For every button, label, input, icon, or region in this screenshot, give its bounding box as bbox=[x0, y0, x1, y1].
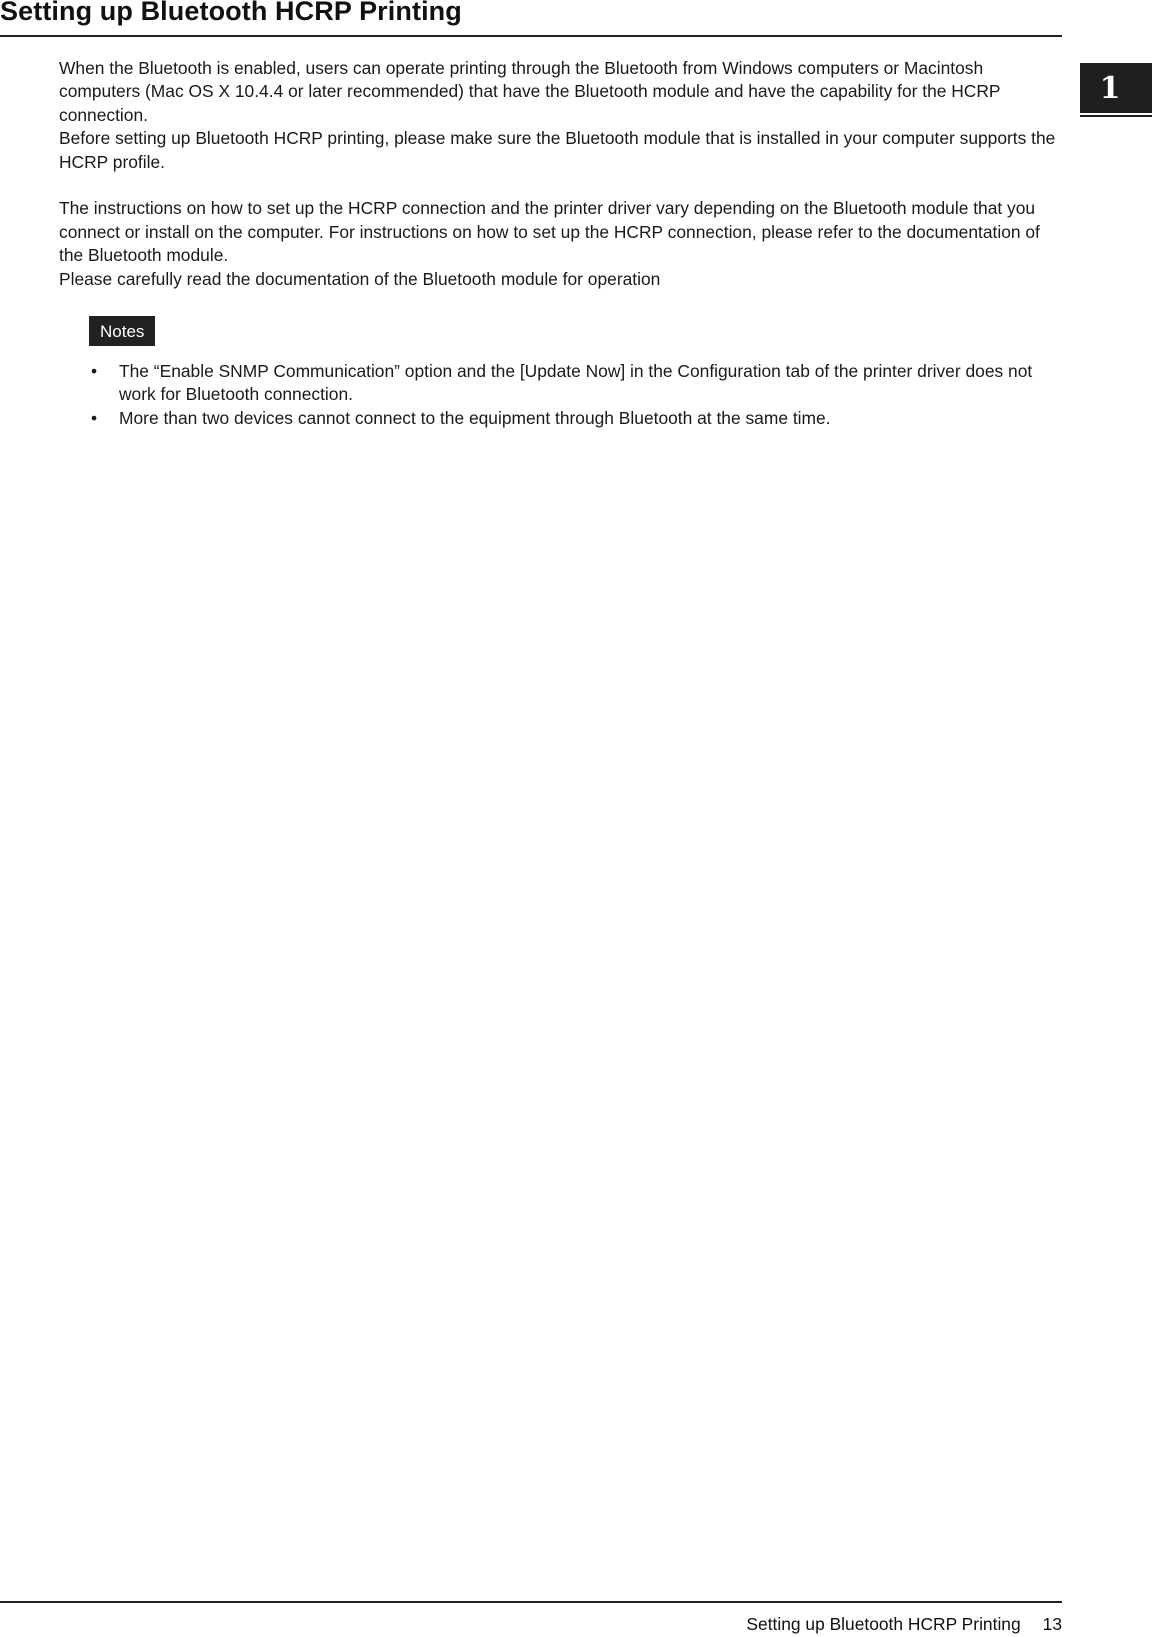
bullet-icon: • bbox=[91, 407, 98, 428]
page-footer bbox=[746, 1614, 1062, 1635]
intro-paragraph: When the Bluetooth is enabled, users can operate printing through the Bluetooth from Windows computers or Macintosh computers (Mac OS X 10.4.4 or later recommended) that have the Bluetooth module and have the capability for the HCRP connection. bbox=[59, 58, 1001, 125]
chapter-tab: 1 bbox=[1080, 63, 1152, 113]
bullet-icon: • bbox=[91, 361, 98, 382]
page-number: 13 bbox=[1042, 1614, 1062, 1634]
note-item bbox=[59, 360, 1064, 407]
title-divider bbox=[0, 35, 1062, 37]
note-text: More than two devices cannot connect to the equipment through Bluetooth at the same time. bbox=[119, 407, 831, 428]
paragraph-spacer bbox=[59, 174, 1064, 197]
footer-section-title: Setting up Bluetooth HCRP Printing bbox=[746, 1614, 1021, 1634]
read-documentation-paragraph: Please carefully read the documentation of the Bluetooth module for operation bbox=[59, 268, 661, 289]
note-text: The “Enable SNMP Communication” option and the [Update Now] in the Configuration tab of the printer driver does not work for Bluetooth connection. bbox=[119, 361, 1033, 405]
page-title: Setting up Bluetooth HCRP Printing bbox=[0, 0, 462, 26]
prerequisite-paragraph: Before setting up Bluetooth HCRP printing, please make sure the Bluetooth module that is installed in your computer supports the HCRP profile. bbox=[59, 128, 1056, 172]
notes-list bbox=[59, 360, 1064, 430]
main-content bbox=[59, 57, 1064, 430]
footer-divider bbox=[0, 1601, 1062, 1603]
chapter-tab-underline bbox=[1080, 115, 1152, 117]
instructions-paragraph: The instructions on how to set up the HCRP connection and the printer driver vary depending on the Bluetooth module that you connect or install on the computer. For instructions on how to set up the HCRP connection, please refer to the documentation of the Bluetooth module. bbox=[59, 198, 1040, 266]
note-item bbox=[59, 407, 1064, 430]
notes-label: Notes bbox=[89, 316, 155, 346]
